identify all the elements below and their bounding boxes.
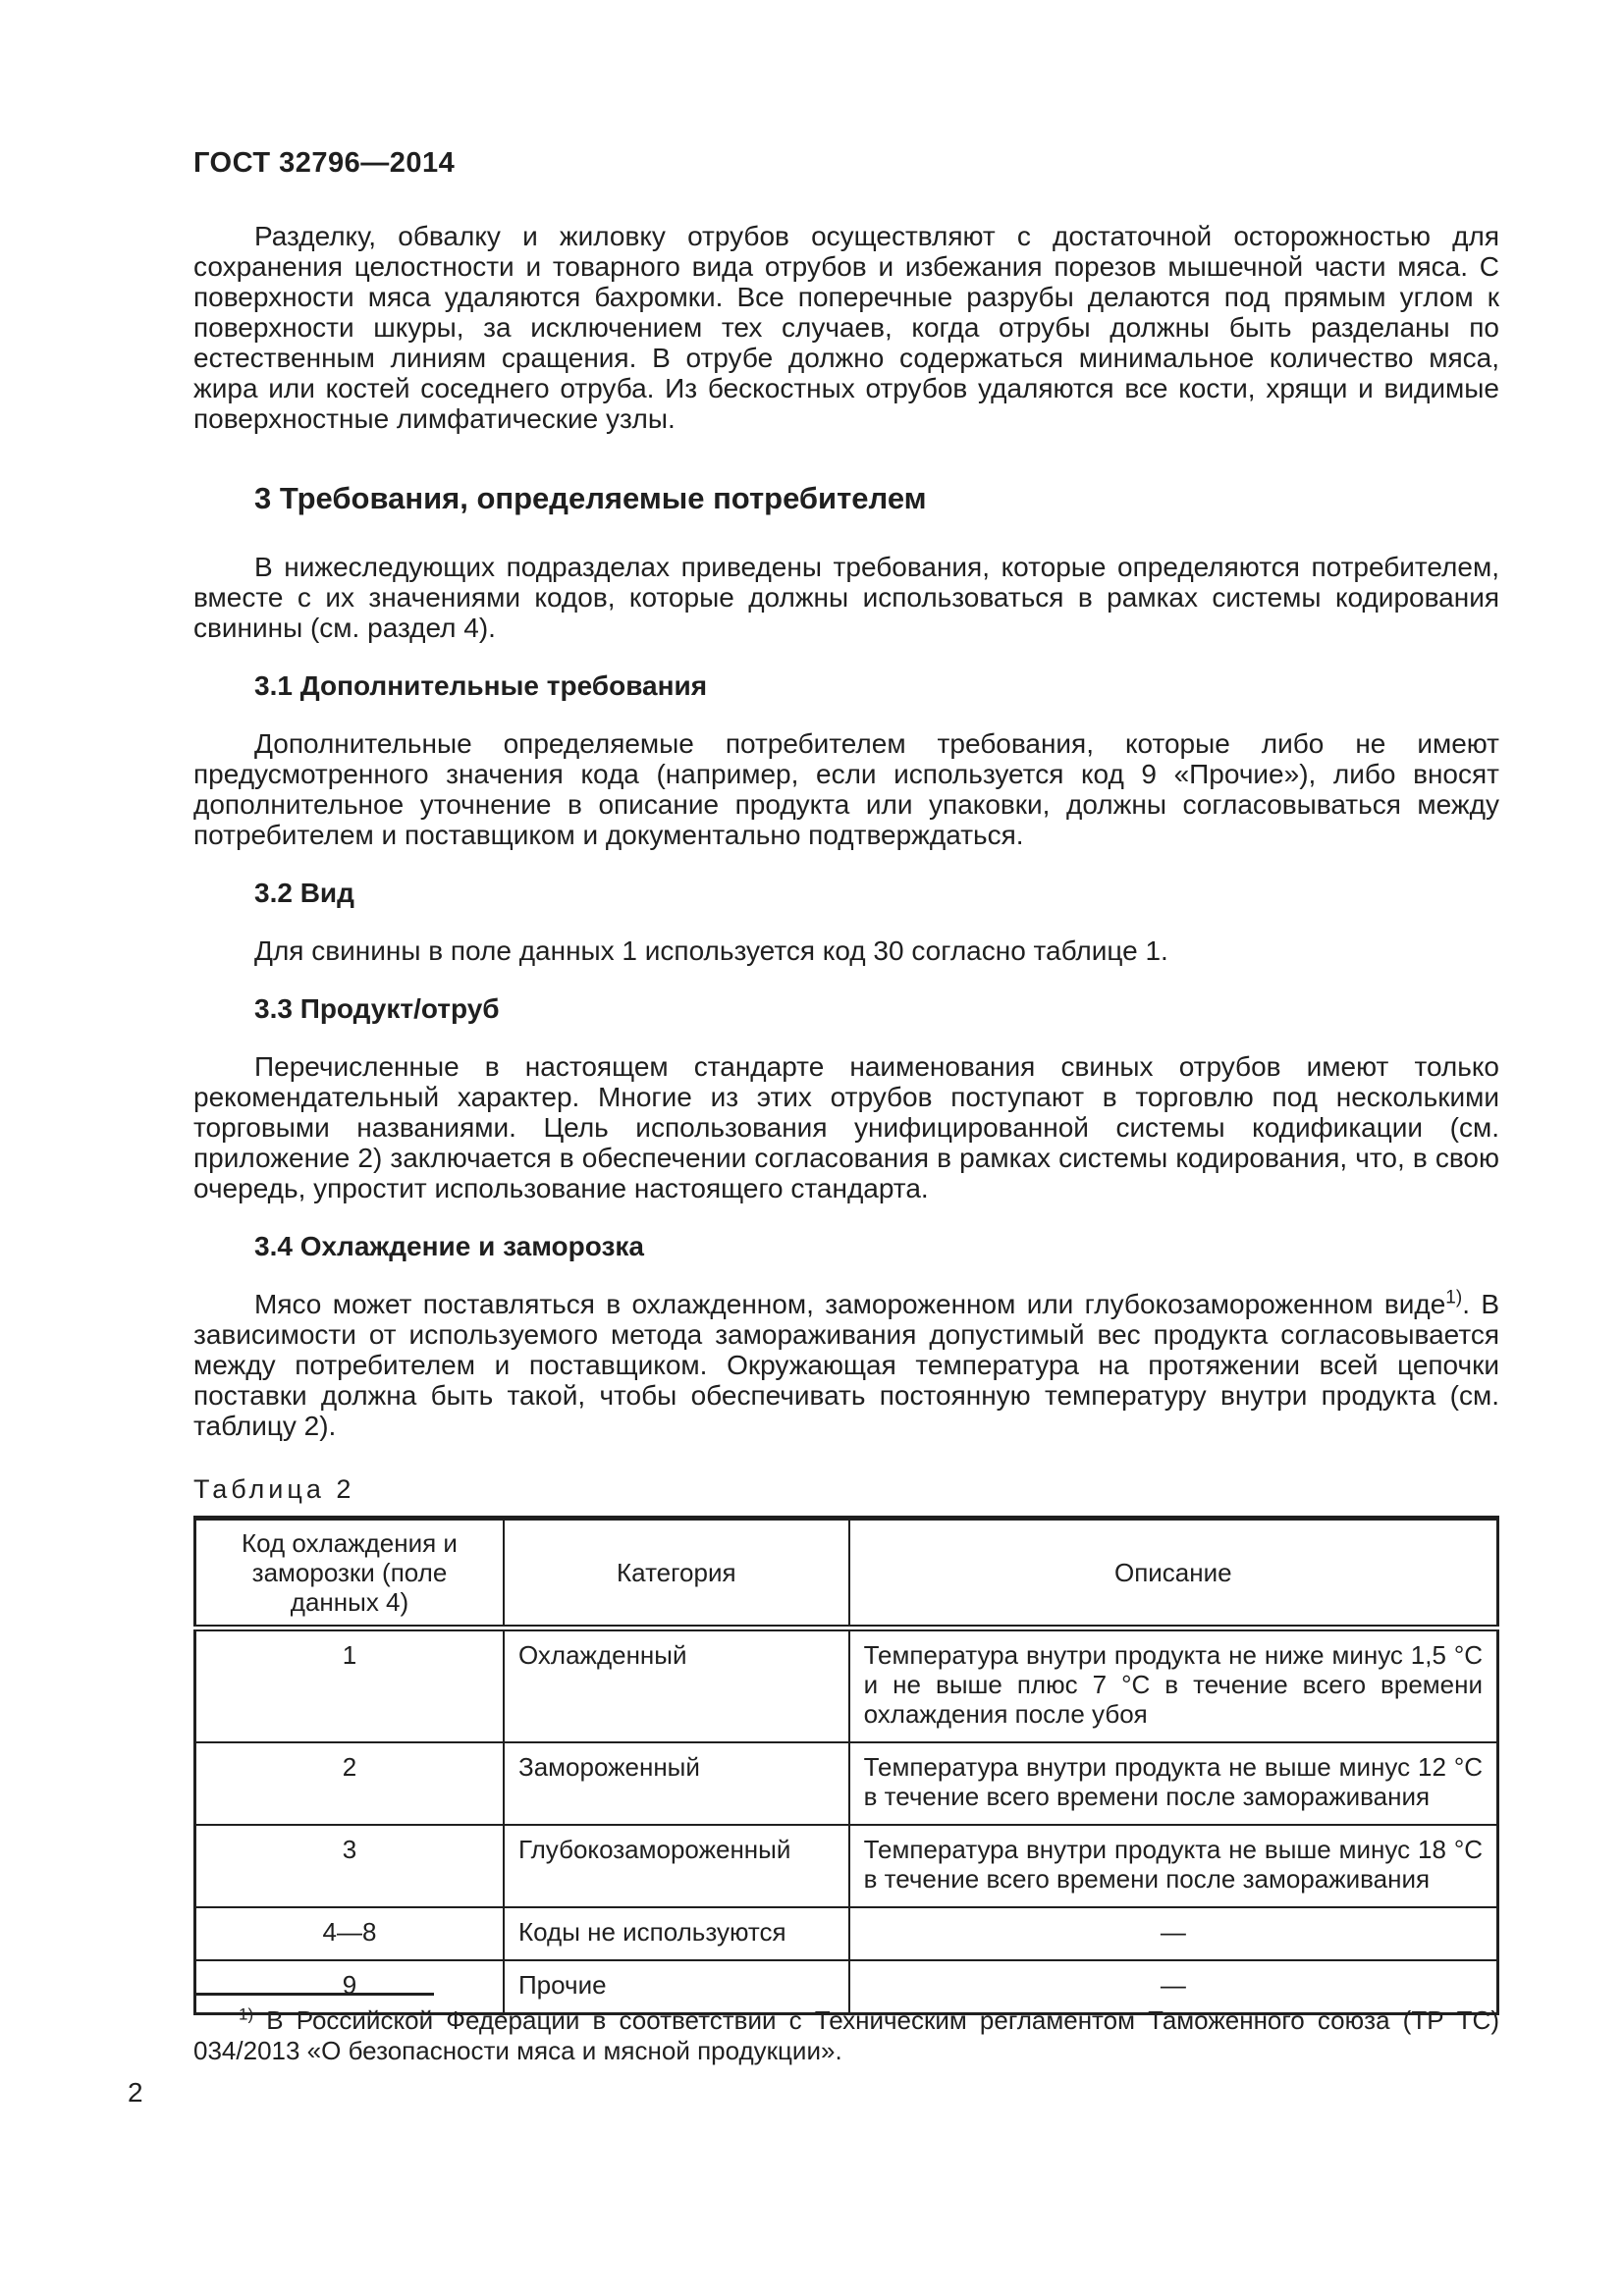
footnote-reference-marker: 1) (1445, 1287, 1463, 1308)
cell-category: Коды не используются (504, 1907, 849, 1960)
cell-description: Температура внутри продукта не ниже минус 1,5 °С и не выше плюс 7 °С в течение всего времени охлаждения после убоя (849, 1629, 1498, 1743)
cell-code: 2 (195, 1742, 504, 1825)
section-3-2-paragraph: Для свинины в поле данных 1 используется код 30 согласно таблице 1. (254, 935, 1168, 966)
section-3-1-paragraph: Дополнительные определяемые потребителем требования, которые либо не имеют предусмотренного значения кода (например, если используется код 9 «Прочие»), либо вносят дополнительное уточнение в описание продукта или упаковки, должны согласовываться между потребителем и поставщиком и документально подтверждаться. (193, 728, 1499, 850)
page-number: 2 (128, 2077, 143, 2108)
paragraph-text: . В зависимости от используемого метода замораживания допустимый вес продукта согласовывается между потребителем и поставщиком. Окружающая температура на протяжении всей цепочки поставки должна быть такой, чтобы обеспечивать постоянную температуру внутри продукта (см. таблицу 2). (193, 1289, 1500, 1441)
footnote-body: В Российской Федерации в соответствии с Техническим регламентом Таможенного союза (ТР ТС) 034/2013 «О безопасности мяса и мясной продукции». (193, 2005, 1499, 2065)
cell-code: 3 (195, 1825, 504, 1907)
intro-paragraph: Разделку, обвалку и жиловку отрубов осуществляют с достаточной осторожностью для сохранения целостности и товарного вида отрубов и избежания порезов мышечной части мяса. С поверхности мяса удаляются бахромки. Все поперечные разрубы делаются под прямым углом к поверхности шкуры, за исключением тех случаев, когда отрубы должны быть разделаны по естественным линиям сращения. В отрубе должно содержаться минимальное количество мяса, жира или костей соседнего отруба. Из бескостных отрубов удаляются все кости, хрящи и видимые поверхностные лимфатические узлы. (193, 221, 1499, 434)
column-header-code: Код охлаждения и заморозки (поле данных 4) (195, 1519, 504, 1629)
column-header-description: Описание (849, 1519, 1498, 1629)
cell-category: Замороженный (504, 1742, 849, 1825)
doc-number: ГОСТ 32796—2014 (193, 147, 456, 179)
cell-description: Температура внутри продукта не выше минус 12 °С в течение всего времени после замораживания (849, 1742, 1498, 1825)
cell-description: Температура внутри продукта не выше минус 18 °С в течение всего времени после замораживания (849, 1825, 1498, 1907)
column-header-category: Категория (504, 1519, 849, 1629)
table-row (195, 1629, 1498, 1743)
section-3-3-paragraph: Перечисленные в настоящем стандарте наименования свиных отрубов имеют только рекомендательный характер. Многие из этих отрубов поступают в торговлю под несколькими торговыми названиями. Цель использования унифицированной системы кодификации (см. приложение 2) заключается в обеспечении согласования в рамках системы кодирования, что, в свою очередь, упростит использование настоящего стандарта. (193, 1051, 1499, 1203)
table-row (195, 1742, 1498, 1825)
section-3-4-paragraph (193, 1289, 1499, 1441)
table-row (195, 1907, 1498, 1960)
paragraph-text: Мясо может поставляться в охлажденном, замороженном или глубокозамороженном виде (254, 1289, 1446, 1319)
section-3-intro: В нижеследующих подразделах приведены требования, которые определяются потребителем, вместе с их значениями кодов, которые должны использоваться в рамках системы кодирования свинины (см. раздел 4). (193, 552, 1499, 643)
footnote-text (193, 2005, 1499, 2066)
footnote-marker: 1) (239, 2004, 254, 2024)
table-row (195, 1825, 1498, 1907)
section-3-1-title: 3.1 Дополнительные требования (254, 670, 708, 701)
section-3-title: 3 Требования, определяемые потребителем (254, 481, 927, 515)
table-2-label: Таблица 2 (193, 1474, 355, 1504)
table-header-row (195, 1519, 1498, 1629)
section-3-3-title: 3.3 Продукт/отруб (254, 993, 500, 1024)
table-2-header (195, 1519, 1498, 1629)
section-3-4-title: 3.4 Охлаждение и заморозка (254, 1231, 644, 1261)
cell-code: 9 (195, 1960, 504, 2014)
cell-description: — (849, 1960, 1498, 2014)
footnote (193, 1993, 1499, 2066)
section-3-2-title: 3.2 Вид (254, 878, 354, 908)
table-2 (193, 1516, 1499, 2015)
cell-category: Глубокозамороженный (504, 1825, 849, 1907)
cell-category: Прочие (504, 1960, 849, 2014)
cell-code: 4—8 (195, 1907, 504, 1960)
cell-code: 1 (195, 1629, 504, 1743)
cell-category: Охлажденный (504, 1629, 849, 1743)
cell-description: — (849, 1907, 1498, 1960)
footnote-divider (193, 1993, 434, 1996)
